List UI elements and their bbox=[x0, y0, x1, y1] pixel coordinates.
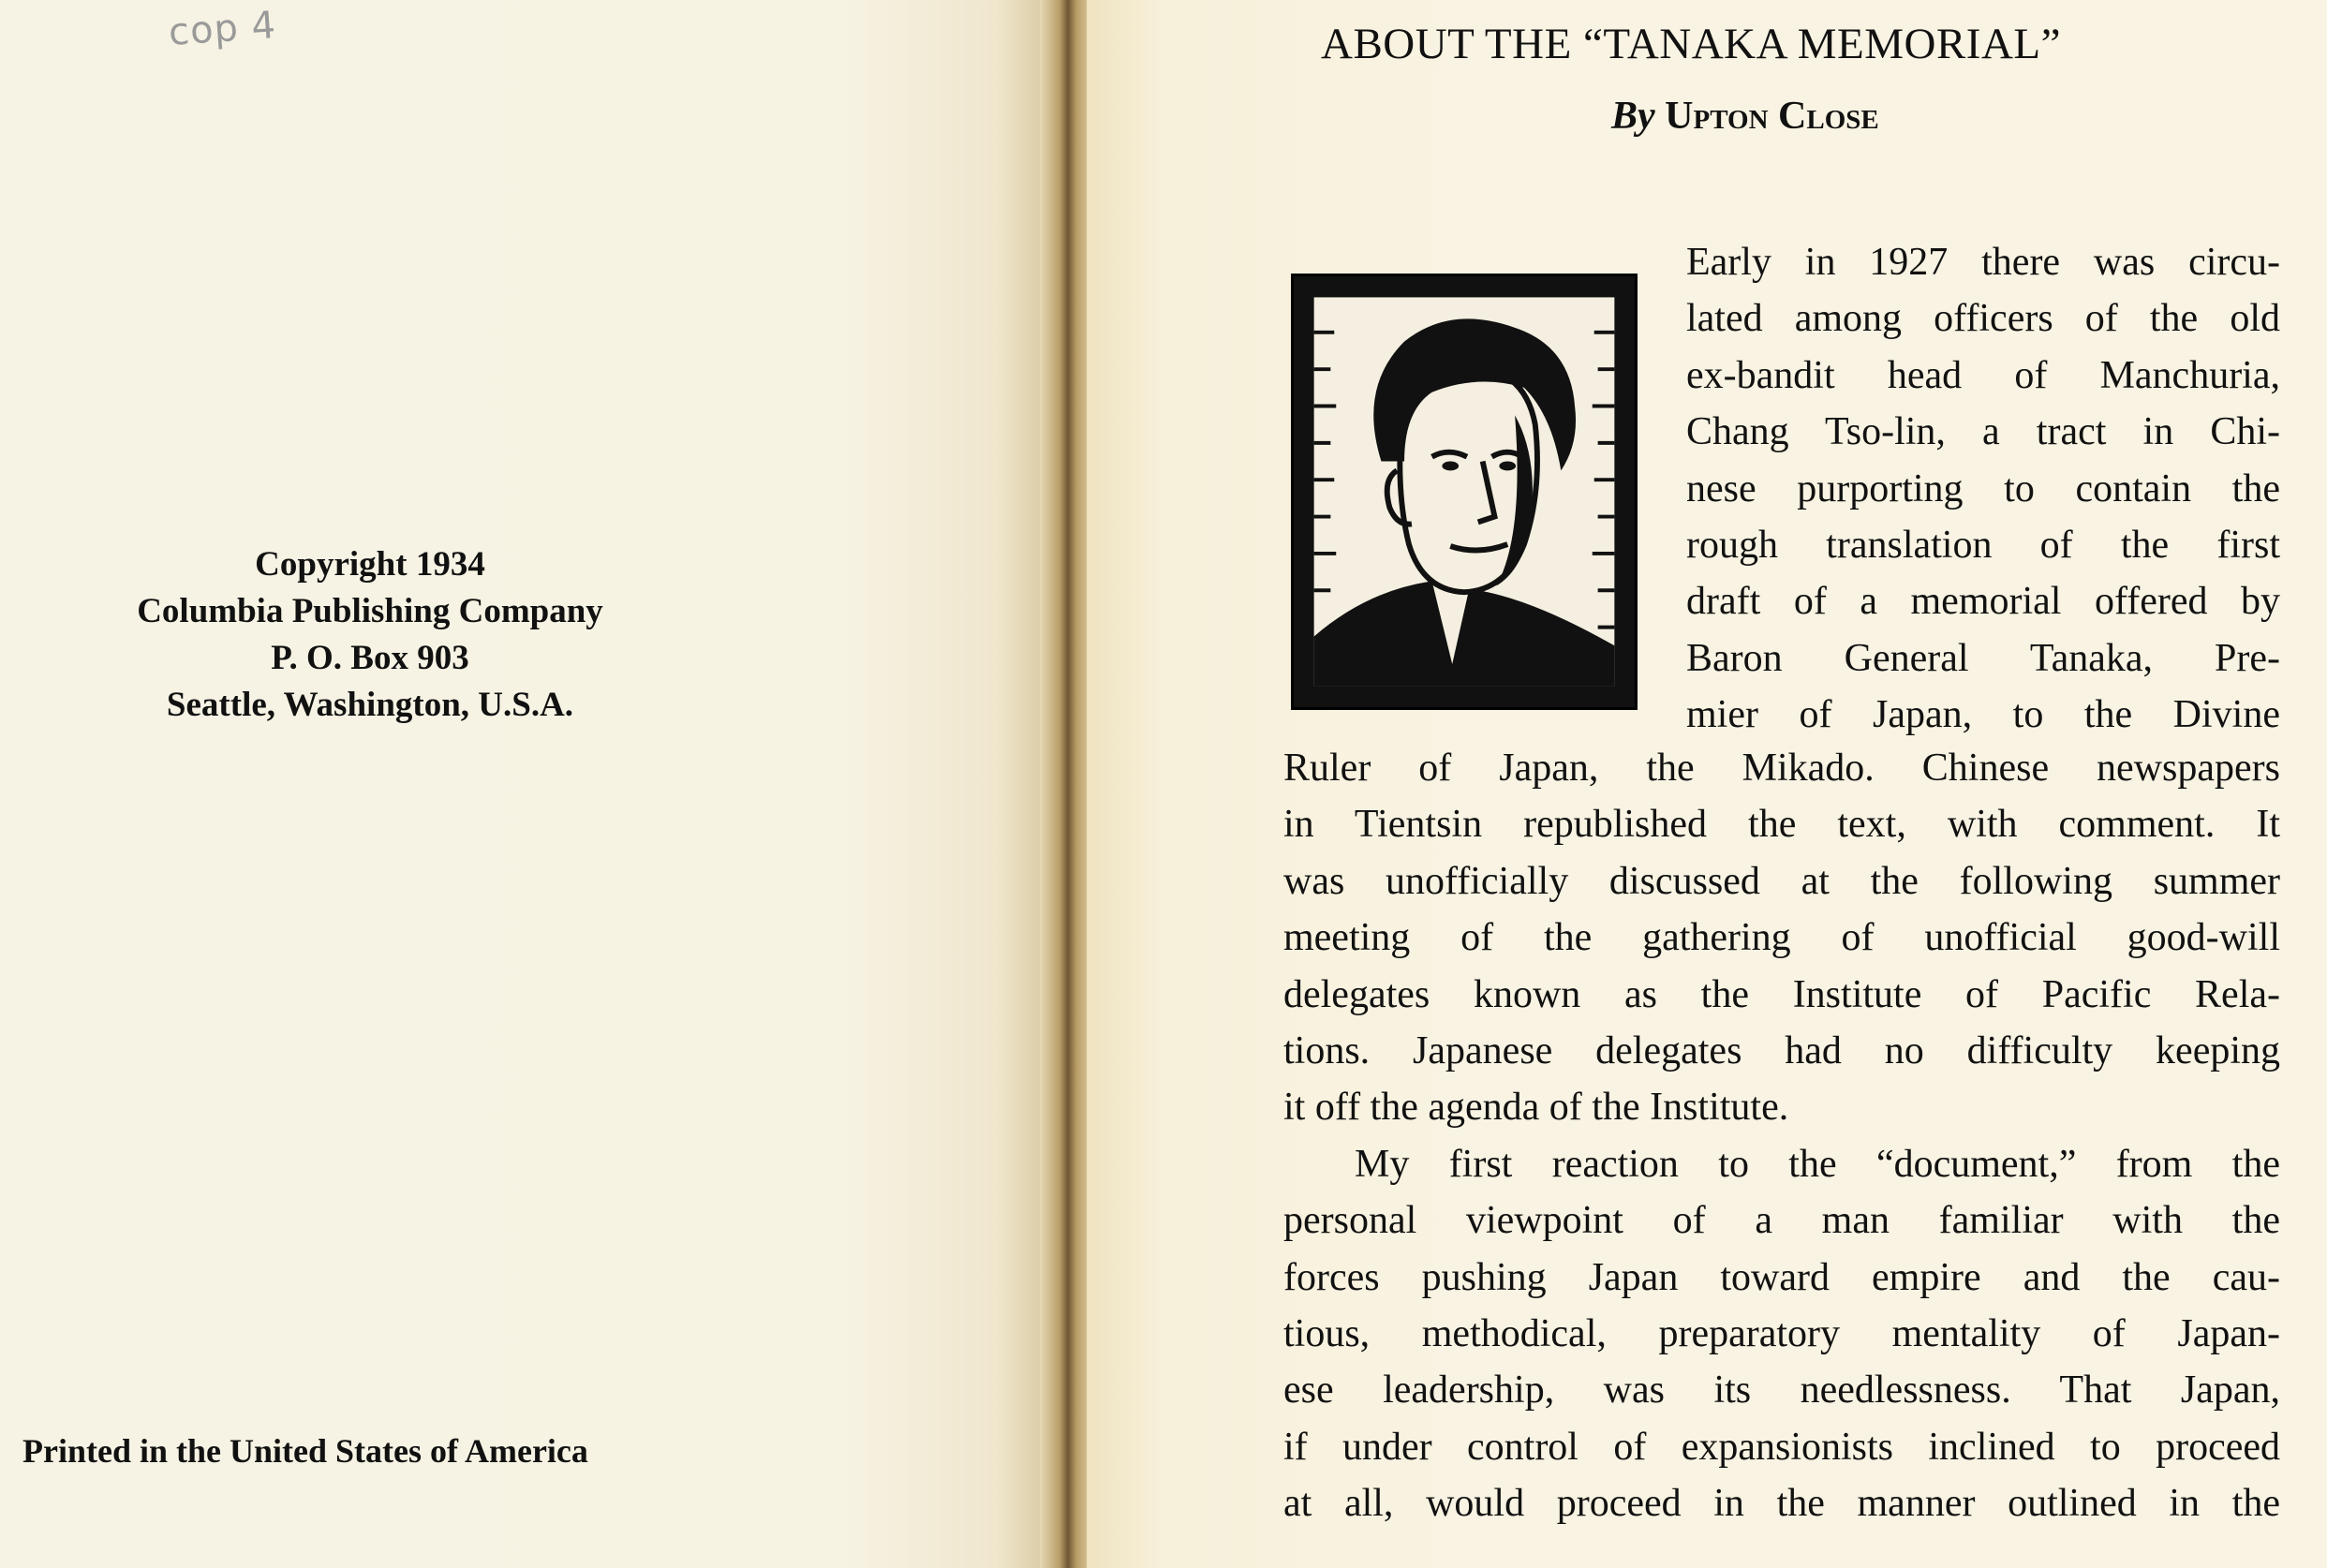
text-line: it off the agenda of the Institute. bbox=[1283, 1086, 1789, 1130]
city-line: Seattle, Washington, U.S.A. bbox=[166, 686, 574, 724]
text-line: at all, would proceed in the manner outlined in the bbox=[1283, 1482, 2280, 1526]
text-line: forces pushing Japan toward empire and the cau- bbox=[1283, 1255, 2280, 1299]
text-line: personal viewpoint of a man familiar with the bbox=[1283, 1199, 2280, 1243]
text-line: if under control of expansionists inclined to proceed bbox=[1283, 1425, 2280, 1469]
portrait-illustration bbox=[1294, 276, 1635, 707]
text-line: meeting of the gathering of unofficial good-will bbox=[1283, 916, 2280, 960]
article-text-full bbox=[1283, 740, 2280, 1531]
copyright-line: Copyright 1934 bbox=[255, 545, 485, 584]
text-line: nese purporting to contain the bbox=[1686, 466, 2280, 510]
text-line: draft of a memorial offered by bbox=[1686, 580, 2280, 624]
text-line: ese leadership, was its needlessness. That Japan, bbox=[1283, 1368, 2280, 1413]
text-line: tious, methodical, preparatory mentality of Japan- bbox=[1283, 1311, 2280, 1355]
text-line: rough translation of the first bbox=[1686, 523, 2280, 567]
article-text-wrapped bbox=[1686, 234, 2280, 744]
handwritten-note: cop 4 bbox=[167, 4, 278, 54]
text-line: delegates known as the Institute of Pacific Rela- bbox=[1283, 972, 2280, 1016]
text-line: ex-bandit head of Manchuria, bbox=[1686, 353, 2280, 397]
left-page bbox=[0, 0, 1049, 1568]
text-line: Chang Tso-lin, a tract in Chi- bbox=[1686, 410, 2280, 454]
author-portrait-woodcut bbox=[1291, 274, 1638, 710]
text-line: Early in 1927 there was circu- bbox=[1686, 241, 2280, 284]
printed-in-line: Printed in the United States of America bbox=[22, 1432, 588, 1470]
text-line: was unofficially discussed at the following summer bbox=[1283, 859, 2280, 903]
byline-author: Upton Close bbox=[1665, 95, 1879, 138]
text-line: lated among officers of the old bbox=[1686, 297, 2280, 341]
byline-by: By bbox=[1611, 95, 1655, 138]
text-line: Ruler of Japan, the Mikado. Chinese newspapers bbox=[1283, 747, 2280, 790]
publisher-line: Columbia Publishing Company bbox=[137, 592, 603, 630]
text-line: Baron General Tanaka, Pre- bbox=[1686, 636, 2280, 680]
text-line: in Tientsin republished the text, with comment. It bbox=[1283, 803, 2280, 847]
byline bbox=[1611, 94, 1879, 139]
po-box-line: P. O. Box 903 bbox=[271, 639, 469, 677]
text-line: mier of Japan, to the Divine bbox=[1686, 693, 2280, 737]
text-line: tions. Japanese delegates had no difficulty keeping bbox=[1283, 1028, 2280, 1072]
copyright-block bbox=[56, 541, 684, 729]
article-title: ABOUT THE “TANAKA MEMORIAL” bbox=[1321, 20, 2061, 68]
text-line: My first reaction to the “document,” from the bbox=[1355, 1142, 2280, 1186]
